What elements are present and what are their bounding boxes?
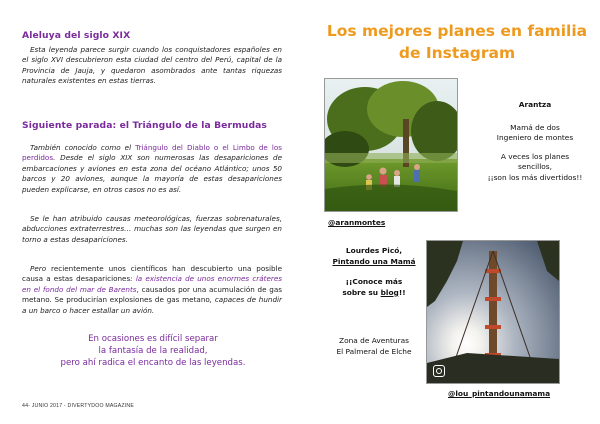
quote-line: la fantasía de la realidad,	[98, 346, 208, 356]
text-span: , capaces de hundir a un barco o hacer estallar un avión.	[22, 295, 282, 315]
profile-desc: sencillos,	[517, 162, 553, 172]
title-line: Los mejores planes en familia	[326, 22, 588, 40]
text-span: También conocido como el	[30, 143, 136, 152]
paragraph-aleluya: Esta leyenda parece surgir cuando los conquistadores españoles en el siglo XVI descubrieron esta ciudad del centro del Perú, capital de la Provincia de Jauja, y quedaron asombrados ante tantas riquezas naturales existentes en estas tierras.	[22, 45, 282, 86]
profile-name: Arantza	[518, 100, 552, 109]
quote-line: pero ahí radica el encanto de las leyendas.	[60, 358, 246, 368]
cta-text: ¡¡Conoce más	[345, 277, 403, 287]
text-span: :	[130, 274, 136, 284]
instagram-handle-aranmontes[interactable]: @aranmontes	[328, 218, 386, 227]
profile-desc: Ingeniero de montes	[496, 133, 574, 143]
text-span-upright: , causados por una acumulación de gas metano. Se producirían explosiones de gas metano	[22, 284, 282, 305]
cta-text: !!	[398, 287, 406, 297]
page-footer: 44- JUNIO 2017 - DIVERTYDOO MAGAZINE	[22, 403, 135, 409]
blog-link[interactable]: blog	[380, 287, 399, 297]
crateres-highlight: la existencia de unos enormes cráteres en el fondo del mar de Barents	[22, 274, 282, 294]
instagram-handle-lou[interactable]: @lou_pintandounamama	[448, 389, 551, 398]
profile-name: Lourdes Picó,	[345, 246, 403, 255]
cta-text: sobre su	[342, 287, 381, 297]
text-span: . Desde el siglo XIX son numerosas las desapariciones de embarcaciones y aviones en esta zona del océano Atlántico; unos 50 barcos y 20 aviones, aunque la mayoría de estas desapariciones pueden explicarse, en otros casos no es así.	[22, 153, 282, 194]
profile-lourdes-info	[314, 246, 434, 358]
quote-line: En ocasiones es difícil separar	[88, 334, 218, 344]
place-name: Zona de Aventuras	[339, 336, 409, 346]
paragraph-bermudas-3	[22, 264, 282, 316]
photo-adventure-tower[interactable]	[426, 240, 560, 384]
place-name: El Palmeral de Elche	[336, 346, 412, 356]
profile-desc: ¡¡son los más divertidos!!	[487, 172, 583, 182]
blog-name-link[interactable]: Pintando una Mamá	[332, 256, 416, 266]
profile-desc: Mamá de dos	[510, 122, 560, 132]
section-heading-bermudas: Siguiente parada: el Triángulo de la Bermudas	[22, 120, 267, 131]
paragraph-bermudas-1	[22, 143, 282, 195]
profile-arantza-info	[470, 100, 600, 184]
right-page	[300, 0, 600, 424]
closing-quote	[22, 333, 284, 369]
text-span-upright: recientemente unos científicos han descubierto una posible causa a estas desapariciones	[22, 264, 282, 284]
paragraph-bermudas-2: Se le han atribuido causas meteorológicas, fuerzas sobrenaturales, abducciones extraterrestres… muchas son las leyendas que surgen en torno a estas desapariciones.	[22, 214, 282, 244]
instagram-icon	[433, 365, 445, 377]
triangulo-link[interactable]: Triángulo del Diablo o el Limbo de los perdidos	[22, 143, 282, 163]
page-title	[314, 20, 600, 64]
section-heading-aleluya: Aleluya del siglo XIX	[22, 30, 131, 41]
text-span: Pero	[30, 264, 52, 273]
title-line: de Instagram	[398, 44, 516, 62]
profile-desc: A veces los planes	[500, 151, 570, 161]
photo-children-garden[interactable]	[324, 78, 458, 212]
